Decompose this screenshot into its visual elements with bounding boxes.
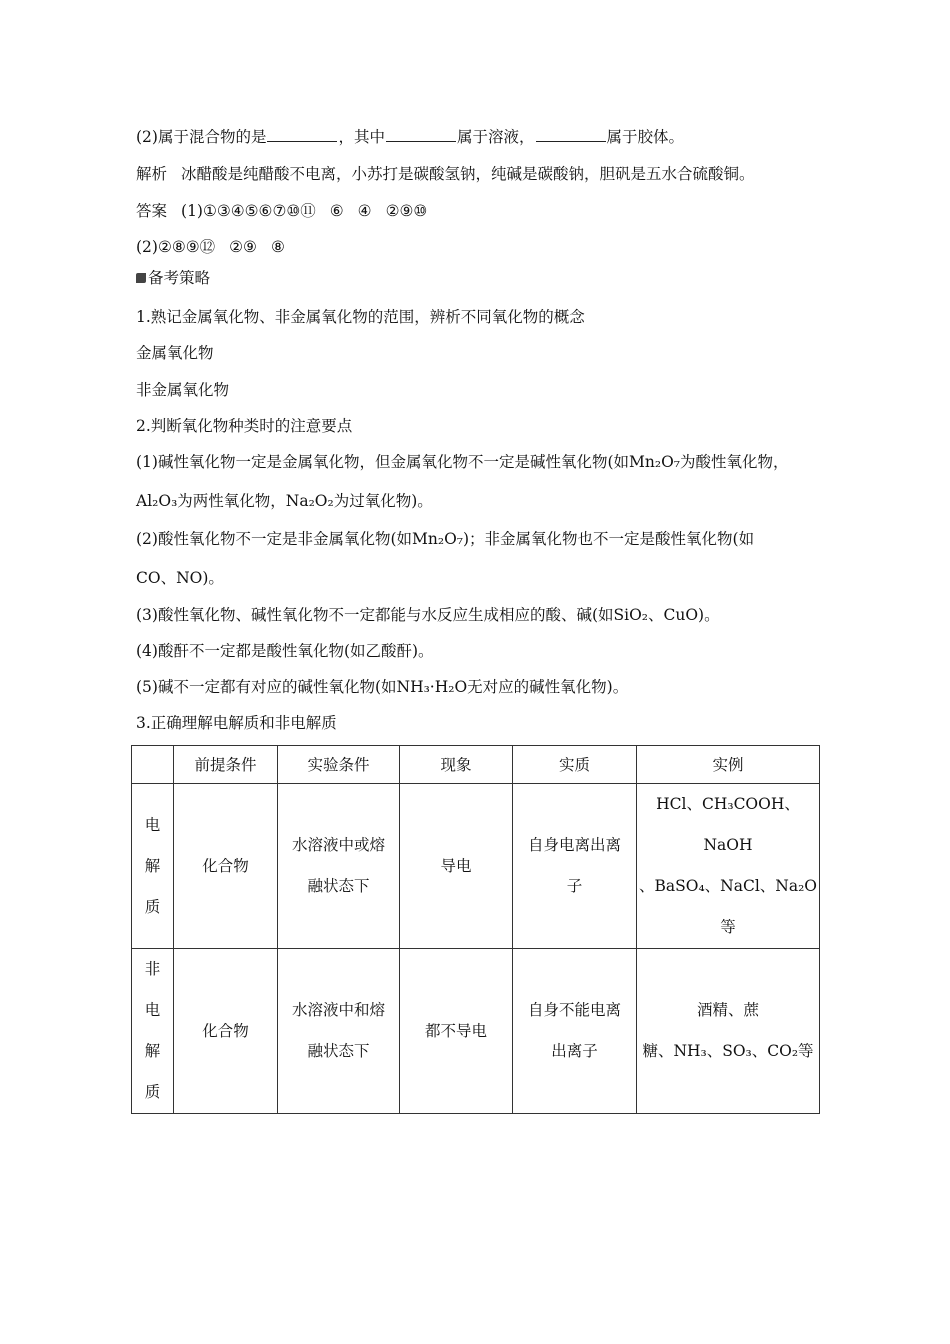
table-header-cell: 现象 <box>400 746 513 784</box>
answer-part1-c: ②⑨⑩ <box>385 202 428 220</box>
condition-line: 融状态下 <box>307 877 370 895</box>
condition-line: 融状态下 <box>307 1042 370 1060</box>
answer-part1-b: ④ <box>357 202 372 220</box>
point2-line1: (1)碱性氧化物一定是金属氧化物，但金属氧化物不一定是碱性氧化物(如Mn₂O₇为酸性氧化物， <box>136 453 789 471</box>
analysis-label: 解析 <box>136 165 168 183</box>
essence-line: 出离子 <box>551 1042 598 1060</box>
point2-line5: (5)碱不一定都有对应的碱性氧化物(如NH₃·H₂O无对应的碱性氧化物)。 <box>136 678 629 696</box>
essence-line: 子 <box>566 877 583 895</box>
row-label-char: 电 <box>144 1001 161 1019</box>
essence-line: 自身不能电离 <box>527 1001 621 1019</box>
answer-part2-a: ②⑨ <box>229 238 257 256</box>
answer-blank <box>386 127 456 142</box>
answer-part1: (1)①③④⑤⑥⑦⑩⑪ <box>181 202 316 220</box>
point1-item-metal-oxide: 金属氧化物 <box>136 344 214 362</box>
table-header-cell: 实质 <box>513 746 637 784</box>
row-label-cell <box>132 949 174 1114</box>
phenomenon-cell: 都不导电 <box>400 949 513 1114</box>
condition-cell <box>278 949 400 1114</box>
section-heading <box>136 268 210 288</box>
q2-prefix: (2)属于混合物的是 <box>136 128 267 146</box>
premise-cell: 化合物 <box>174 949 278 1114</box>
answer-blank <box>267 127 337 142</box>
q2-mid2: 属于溶液， <box>456 128 535 146</box>
answer-part2: (2)②⑧⑨⑫ <box>136 238 216 256</box>
row-label-char: 解 <box>144 856 161 875</box>
point2-line4: (4)酸酐不一定都是酸性氧化物(如乙酸酐)。 <box>136 642 434 660</box>
point2-line2b: CO、NO)。 <box>136 569 224 587</box>
row-label-char: 解 <box>144 1042 161 1060</box>
row-label-char: 质 <box>144 1083 161 1101</box>
point2-line1b: Al₂O₃为两性氧化物，Na₂O₂为过氧化物)。 <box>136 492 433 510</box>
answer-blank <box>536 127 606 142</box>
q2-suffix: 属于胶体。 <box>606 128 685 146</box>
point2-line3: (3)酸性氧化物、碱性氧化物不一定都能与水反应生成相应的酸、碱(如SiO₂、CuO)。 <box>136 606 720 624</box>
table-header-cell: 实例 <box>637 746 820 784</box>
row-label-cell <box>132 784 174 949</box>
row-label-char: 非 <box>144 960 161 978</box>
condition-line: 水溶液中和熔 <box>291 1001 385 1019</box>
point1-item-nonmetal-oxide: 非金属氧化物 <box>136 381 230 399</box>
analysis-text: 冰醋酸是纯醋酸不电离，小苏打是碳酸氢钠，纯碱是碳酸钠，胆矾是五水合硫酸铜。 <box>181 165 755 183</box>
analysis-line <box>136 164 755 184</box>
question-2-line <box>136 127 684 147</box>
point1-title: 1.熟记金属氧化物、非金属氧化物的范围，辨析不同氧化物的概念 <box>136 308 585 326</box>
table-header-cell: 实验条件 <box>278 746 400 784</box>
essence-cell <box>513 949 637 1114</box>
examples-line: 糖、NH₃、SO₃、CO₂等 <box>642 1042 814 1060</box>
table-header-cell <box>132 746 174 784</box>
answer-label: 答案 <box>136 202 168 220</box>
examples-line: HCl、CH₃COOH、NaOH <box>656 795 800 854</box>
examples-cell <box>637 784 820 949</box>
row-label-char: 电 <box>144 815 161 834</box>
table-row <box>132 784 820 949</box>
table-row <box>132 949 820 1114</box>
essence-line: 自身电离出离 <box>527 836 621 854</box>
essence-cell <box>513 784 637 949</box>
examples-line: 、BaSO₄、NaCl、Na₂O <box>638 877 817 895</box>
section-marker-icon <box>136 273 146 283</box>
electrolyte-table <box>131 745 820 1114</box>
condition-cell <box>278 784 400 949</box>
point2-title: 2.判断氧化物种类时的注意要点 <box>136 417 353 435</box>
answer-part1-a: ⑥ <box>329 202 344 220</box>
q2-mid1: ，其中 <box>338 128 385 146</box>
row-label-char: 质 <box>144 897 161 916</box>
point3-title: 3.正确理解电解质和非电解质 <box>136 714 337 732</box>
phenomenon-cell: 导电 <box>400 784 513 949</box>
table-header-cell: 前提条件 <box>174 746 278 784</box>
premise-cell: 化合物 <box>174 784 278 949</box>
answer-line-2 <box>136 237 285 257</box>
answer-line-1 <box>136 201 427 221</box>
point2-line2: (2)酸性氧化物不一定是非金属氧化物(如Mn₂O₇)；非金属氧化物也不一定是酸性氧化物(如 <box>136 530 755 548</box>
condition-line: 水溶液中或熔 <box>291 836 385 854</box>
table-header-row <box>132 746 820 784</box>
examples-line: 酒精、蔗 <box>696 1001 759 1019</box>
section-title: 备考策略 <box>148 269 211 287</box>
examples-line: 等 <box>720 918 736 936</box>
answer-part2-b: ⑧ <box>270 238 285 256</box>
examples-cell <box>637 949 820 1114</box>
